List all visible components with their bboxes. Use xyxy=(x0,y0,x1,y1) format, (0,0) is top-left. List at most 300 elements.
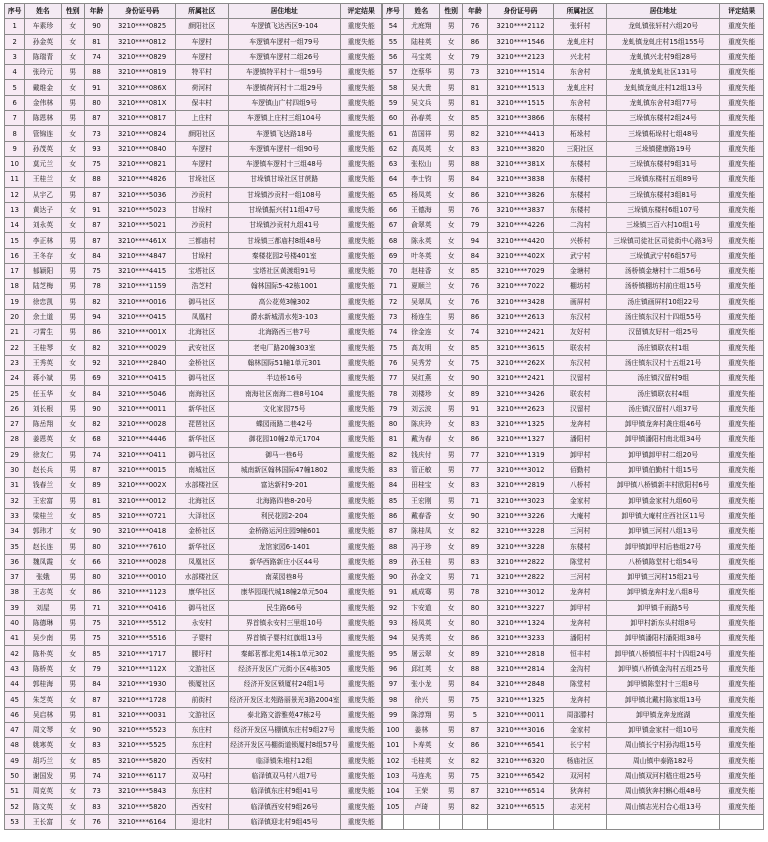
cell-community: 水部楼社区 xyxy=(175,478,228,493)
cell-name: 李正林 xyxy=(25,233,61,248)
cell-id-number: 3210****7022 xyxy=(487,279,554,294)
cell-address: 文化家园75号 xyxy=(228,401,340,416)
cell-id-number: 3210****2421 xyxy=(487,371,554,386)
table-row xyxy=(5,248,764,263)
cell-name: 赵长连 xyxy=(25,539,61,554)
cell-address: 翰林国际51幢1单元301 xyxy=(228,355,340,370)
cell-id-number: 3210****3012 xyxy=(487,462,554,477)
cell-gender: 女 xyxy=(440,615,463,630)
cell-age: 86 xyxy=(463,34,487,49)
cell-age: 85 xyxy=(463,264,487,279)
cell-name: 周文琴 xyxy=(25,722,61,737)
cell-community: 特平村 xyxy=(175,65,228,80)
cell-result: 重度失能 xyxy=(720,294,764,309)
cell-gender: 男 xyxy=(61,631,84,646)
cell-seq: 10 xyxy=(5,156,25,171)
cell-id-number: 3210****5036 xyxy=(109,187,176,202)
cell-result: 重度失能 xyxy=(340,279,381,294)
cell-community: 二沟村 xyxy=(554,218,607,233)
cell-result: 重度失能 xyxy=(720,631,764,646)
cell-id-number: 3210****0010 xyxy=(109,569,176,584)
cell-seq: 71 xyxy=(383,279,403,294)
cell-gender: 女 xyxy=(440,264,463,279)
cell-address: 金桥路运河庄园9幢601 xyxy=(228,524,340,539)
table-row xyxy=(5,493,764,508)
cell-address: 临泽镇双马村八组7号 xyxy=(228,768,340,783)
cell-address: 卸甲镇龙奔村龙八组8号 xyxy=(607,585,720,600)
cell-seq: 37 xyxy=(5,569,25,584)
cell-age: 5 xyxy=(463,707,487,722)
cell-gender: 男 xyxy=(61,569,84,584)
cell-age: 80 xyxy=(84,569,108,584)
cell-address: 三垛镇东楼村3组81号 xyxy=(607,187,720,202)
cell-gender: 男 xyxy=(61,294,84,309)
cell-community: 琵琶社区 xyxy=(175,417,228,432)
cell-id-number: 3210****3016 xyxy=(487,722,554,737)
cell-seq: 69 xyxy=(383,248,403,263)
cell-age: 93 xyxy=(84,141,108,156)
cell-address: 龙虬镇龙虬社区131号 xyxy=(607,65,720,80)
cell-community: 南城社区 xyxy=(175,462,228,477)
cell-gender: 女 xyxy=(440,279,463,294)
cell-name: 杨凤英 xyxy=(403,187,439,202)
cell-result: 重度失能 xyxy=(720,218,764,233)
cell-age: 83 xyxy=(463,554,487,569)
cell-age: 84 xyxy=(463,677,487,692)
cell-age: 80 xyxy=(84,95,108,110)
cell-result: 重度失能 xyxy=(720,248,764,263)
assessment-table xyxy=(4,3,764,830)
cell-result: 重度失能 xyxy=(340,386,381,401)
cell-id-number: 3210****0011 xyxy=(109,401,176,416)
cell-result: 重度失能 xyxy=(720,738,764,753)
cell-id-number: 3210****6117 xyxy=(109,768,176,783)
cell-seq: 66 xyxy=(383,202,403,217)
cell-seq: 38 xyxy=(5,585,25,600)
cell-age: 87 xyxy=(463,784,487,799)
cell-community: 三河村 xyxy=(554,569,607,584)
cell-result: 重度失能 xyxy=(340,141,381,156)
cell-gender: 男 xyxy=(440,202,463,217)
cell-gender: 男 xyxy=(440,554,463,569)
cell-id-number: 3210****0012 xyxy=(109,493,176,508)
cell-id-number: 3210****0840 xyxy=(109,141,176,156)
cell-gender: 女 xyxy=(440,631,463,646)
cell-gender: 女 xyxy=(440,187,463,202)
cell-community: 汉留村 xyxy=(554,371,607,386)
cell-seq: 43 xyxy=(5,661,25,676)
cell-seq: 8 xyxy=(5,126,25,141)
table-row xyxy=(5,447,764,462)
cell-age: 89 xyxy=(84,478,108,493)
cell-community: 腰圩村 xyxy=(175,646,228,661)
table-row xyxy=(5,585,764,600)
cell-age: 91 xyxy=(84,202,108,217)
cell-age: 75 xyxy=(84,615,108,630)
cell-result: 重度失能 xyxy=(340,784,381,799)
cell-age: 71 xyxy=(463,569,487,584)
cell-community: 西安村 xyxy=(175,753,228,768)
cell-community: 文游社区 xyxy=(175,707,228,722)
cell-age: 75 xyxy=(463,768,487,783)
cell-result: 重度失能 xyxy=(340,615,381,630)
cell-gender: 女 xyxy=(61,585,84,600)
cell-community: 八桥村 xyxy=(554,478,607,493)
cell-name: 郁颖阳 xyxy=(25,264,61,279)
table-row xyxy=(5,264,764,279)
cell-community: 御马社区 xyxy=(175,371,228,386)
cell-id-number: 3210****0415 xyxy=(109,309,176,324)
cell-seq: 9 xyxy=(5,141,25,156)
cell-id-number: 3210****0416 xyxy=(109,600,176,615)
cell-gender: 女 xyxy=(61,340,84,355)
cell-id-number: 3210****6320 xyxy=(487,753,554,768)
cell-gender: 男 xyxy=(61,768,84,783)
cell-community: 兴北村 xyxy=(554,49,607,64)
cell-community: 上庄村 xyxy=(175,111,228,126)
cell-address: 车逻镇飞达路18号 xyxy=(228,126,340,141)
cell-gender: 女 xyxy=(61,554,84,569)
table-row xyxy=(5,202,764,217)
cell-age: 77 xyxy=(463,447,487,462)
table-row xyxy=(5,371,764,386)
cell-id-number: 3210****3233 xyxy=(487,631,554,646)
cell-age: 80 xyxy=(463,615,487,630)
cell-age: 81 xyxy=(463,95,487,110)
cell-age: 89 xyxy=(463,386,487,401)
cell-name: 姚寒英 xyxy=(25,738,61,753)
cell-age: 86 xyxy=(84,585,108,600)
cell-seq: 54 xyxy=(383,19,403,34)
table-row xyxy=(5,692,764,707)
cell-address: 卸甲镇伯勤村十组15号 xyxy=(607,462,720,477)
cell-name: 蒋小斌 xyxy=(25,371,61,386)
cell-age: 91 xyxy=(463,401,487,416)
cell-name: 徐兴 xyxy=(403,692,439,707)
cell-address: 周山镇中泰路182号 xyxy=(607,753,720,768)
cell-gender: 女 xyxy=(440,218,463,233)
cell-id-number: 3210****0411 xyxy=(109,447,176,462)
cell-gender: 女 xyxy=(61,508,84,523)
cell-gender: 男 xyxy=(61,447,84,462)
cell-name: 孙金英 xyxy=(25,34,61,49)
table-row xyxy=(5,462,764,477)
cell-seq: 91 xyxy=(383,585,403,600)
cell-name: 刘长根 xyxy=(25,401,61,416)
cell-gender: 男 xyxy=(61,95,84,110)
cell-seq: 34 xyxy=(5,524,25,539)
table-row xyxy=(5,34,764,49)
cell-gender: 女 xyxy=(61,753,84,768)
cell-community: 新华社区 xyxy=(175,539,228,554)
cell-id-number: 3210****2840 xyxy=(109,355,176,370)
cell-id-number: 3210****4847 xyxy=(109,248,176,263)
table-row xyxy=(5,19,764,34)
table-row xyxy=(5,784,764,799)
cell-seq: 101 xyxy=(383,738,403,753)
cell-age: 80 xyxy=(463,600,487,615)
cell-name: 郭玮才 xyxy=(25,524,61,539)
cell-id-number: 3210****2822 xyxy=(487,569,554,584)
cell-age: 66 xyxy=(84,554,108,569)
cell-name: 吴启林 xyxy=(25,707,61,722)
table-row xyxy=(5,80,764,95)
cell-name: 任玉华 xyxy=(25,386,61,401)
cell-age: 69 xyxy=(84,371,108,386)
cell-name: 吴秀英 xyxy=(403,631,439,646)
empty-cell xyxy=(463,814,487,829)
cell-community: 三阳社区 xyxy=(554,141,607,156)
cell-age: 81 xyxy=(463,80,487,95)
cell-id-number: 3210****0825 xyxy=(109,19,176,34)
cell-id-number: 3210****5523 xyxy=(109,722,176,737)
cell-community: 保丰村 xyxy=(175,95,228,110)
cell-id-number: 3210****0817 xyxy=(109,111,176,126)
cell-gender: 男 xyxy=(61,233,84,248)
cell-community: 棚坊村 xyxy=(554,279,607,294)
cell-age: 85 xyxy=(463,111,487,126)
cell-seq: 47 xyxy=(5,722,25,737)
cell-address: 甘垛镇沙贡村一组108号 xyxy=(228,187,340,202)
cell-gender: 女 xyxy=(440,340,463,355)
table-row xyxy=(5,233,764,248)
empty-cell xyxy=(487,814,554,829)
cell-result: 重度失能 xyxy=(720,600,764,615)
cell-gender: 男 xyxy=(440,65,463,80)
cell-gender: 男 xyxy=(440,585,463,600)
cell-address: 卸甲镇潘阳村潘阳组38号 xyxy=(607,631,720,646)
cell-gender: 女 xyxy=(61,172,84,187)
cell-gender: 男 xyxy=(440,462,463,477)
cell-gender: 女 xyxy=(61,202,84,217)
cell-seq: 22 xyxy=(5,340,25,355)
cell-seq: 84 xyxy=(383,478,403,493)
cell-community: 三河村 xyxy=(554,524,607,539)
cell-seq: 16 xyxy=(5,248,25,263)
cell-address: 车逻镇荷河村十二组29号 xyxy=(228,80,340,95)
cell-community: 新华社区 xyxy=(175,432,228,447)
cell-seq: 26 xyxy=(5,401,25,416)
cell-seq: 42 xyxy=(5,646,25,661)
cell-name: 刁霄生 xyxy=(25,325,61,340)
cell-seq: 76 xyxy=(383,355,403,370)
cell-address: 富达新村9-201 xyxy=(228,478,340,493)
cell-id-number: 3210****3228 xyxy=(487,539,554,554)
cell-community: 颜阳社区 xyxy=(175,19,228,34)
cell-gender: 男 xyxy=(440,784,463,799)
cell-name: 马连兆 xyxy=(403,768,439,783)
table-row xyxy=(5,386,764,401)
cell-name: 吴大贵 xyxy=(403,80,439,95)
cell-seq: 39 xyxy=(5,600,25,615)
cell-gender: 女 xyxy=(61,692,84,707)
cell-name: 戚成骞 xyxy=(403,585,439,600)
cell-name: 王冬存 xyxy=(25,248,61,263)
cell-gender: 男 xyxy=(61,401,84,416)
cell-result: 重度失能 xyxy=(720,615,764,630)
cell-seq: 81 xyxy=(383,432,403,447)
cell-seq: 80 xyxy=(383,417,403,432)
cell-id-number: 3210****0824 xyxy=(109,126,176,141)
cell-address: 龙虬镇龙虬庄村12组13号 xyxy=(607,80,720,95)
cell-gender: 男 xyxy=(61,600,84,615)
cell-address: 北海路四巷8-20号 xyxy=(228,493,340,508)
cell-address: 三垛镇东楼村9组31号 xyxy=(607,156,720,171)
cell-age: 83 xyxy=(84,799,108,814)
cell-gender: 女 xyxy=(61,248,84,263)
cell-community: 东楼村 xyxy=(554,111,607,126)
cell-age: 78 xyxy=(84,279,108,294)
cell-seq: 19 xyxy=(5,294,25,309)
cell-gender: 女 xyxy=(440,478,463,493)
cell-seq: 15 xyxy=(5,233,25,248)
cell-id-number: 3210****1717 xyxy=(109,646,176,661)
cell-age: 79 xyxy=(463,49,487,64)
cell-result: 重度失能 xyxy=(720,799,764,814)
cell-name: 余土道 xyxy=(25,309,61,324)
cell-age: 89 xyxy=(463,539,487,554)
column-header-community: 所属社区 xyxy=(175,4,228,19)
cell-community: 金家村 xyxy=(554,722,607,737)
cell-id-number: 3210****3426 xyxy=(487,386,554,401)
cell-address: 甘垛镇沙贡村九组41号 xyxy=(228,218,340,233)
cell-address: 车逻镇车逻村一组90号 xyxy=(228,141,340,156)
cell-name: 张小龙 xyxy=(403,677,439,692)
cell-address: 经济开发区马棚镇东庄村9组27号 xyxy=(228,722,340,737)
cell-name: 管锦连 xyxy=(25,126,61,141)
cell-gender: 男 xyxy=(61,65,84,80)
cell-age: 76 xyxy=(463,279,487,294)
cell-result: 重度失能 xyxy=(340,325,381,340)
cell-name: 黄达子 xyxy=(25,202,61,217)
cell-name: 吴秀芳 xyxy=(403,355,439,370)
cell-gender: 女 xyxy=(440,325,463,340)
cell-community: 凤凰社区 xyxy=(175,554,228,569)
cell-age: 88 xyxy=(463,661,487,676)
cell-age: 75 xyxy=(84,631,108,646)
cell-result: 重度失能 xyxy=(720,401,764,416)
empty-cell xyxy=(383,814,403,829)
cell-seq: 11 xyxy=(5,172,25,187)
table-row xyxy=(5,340,764,355)
cell-community: 潘阳村 xyxy=(554,631,607,646)
cell-id-number: 3210****3820 xyxy=(487,141,554,156)
cell-community: 金塘村 xyxy=(554,264,607,279)
cell-address: 宝塔社区黄渡组91号 xyxy=(228,264,340,279)
cell-address: 泰北路文游雅苑47栋2号 xyxy=(228,707,340,722)
cell-name: 高友明 xyxy=(403,340,439,355)
cell-seq: 32 xyxy=(5,493,25,508)
cell-id-number: 3210****2814 xyxy=(487,661,554,676)
cell-name: 戴春香 xyxy=(403,508,439,523)
document-page xyxy=(4,3,764,830)
cell-name: 王桂兰 xyxy=(25,172,61,187)
cell-age: 87 xyxy=(463,722,487,737)
cell-gender: 男 xyxy=(61,493,84,508)
cell-age: 86 xyxy=(463,432,487,447)
cell-seq: 33 xyxy=(5,508,25,523)
cell-gender: 女 xyxy=(440,248,463,263)
cell-name: 王宏富 xyxy=(25,493,61,508)
cell-id-number: 3210****3227 xyxy=(487,600,554,615)
cell-name: 胡巧兰 xyxy=(25,753,61,768)
table-body xyxy=(5,19,764,830)
cell-address: 周山镇双河村嵇庄组25号 xyxy=(607,768,720,783)
cell-id-number: 3210****3228 xyxy=(487,524,554,539)
empty-cell xyxy=(554,814,607,829)
cell-result: 重度失能 xyxy=(340,355,381,370)
cell-community: 北海社区 xyxy=(175,325,228,340)
cell-result: 重度失能 xyxy=(340,814,381,829)
table-row xyxy=(5,309,764,324)
cell-result: 重度失能 xyxy=(340,462,381,477)
cell-result: 重度失能 xyxy=(720,325,764,340)
cell-gender: 男 xyxy=(440,309,463,324)
cell-gender: 男 xyxy=(440,447,463,462)
cell-name: 刘楼珍 xyxy=(403,386,439,401)
cell-seq: 31 xyxy=(5,478,25,493)
cell-id-number: 3210****2123 xyxy=(487,49,554,64)
cell-community: 陈堂村 xyxy=(554,554,607,569)
cell-address: 车逻镇特平村十一组59号 xyxy=(228,65,340,80)
cell-name: 管正敏 xyxy=(403,462,439,477)
cell-address: 经济开发区广元街小区4栋305 xyxy=(228,661,340,676)
cell-name: 徐金连 xyxy=(403,325,439,340)
cell-age: 81 xyxy=(84,493,108,508)
cell-age: 87 xyxy=(84,111,108,126)
cell-gender: 女 xyxy=(440,371,463,386)
cell-result: 重度失能 xyxy=(720,508,764,523)
cell-gender: 男 xyxy=(440,95,463,110)
cell-age: 82 xyxy=(463,753,487,768)
cell-community: 龙奔村 xyxy=(554,417,607,432)
cell-age: 78 xyxy=(463,585,487,600)
cell-seq: 70 xyxy=(383,264,403,279)
cell-seq: 98 xyxy=(383,692,403,707)
cell-name: 田桂宝 xyxy=(403,478,439,493)
cell-age: 73 xyxy=(463,65,487,80)
cell-name: 戴维金 xyxy=(25,80,61,95)
cell-result: 重度失能 xyxy=(340,264,381,279)
cell-result: 重度失能 xyxy=(720,156,764,171)
cell-community: 东楼村 xyxy=(554,202,607,217)
cell-result: 重度失能 xyxy=(720,141,764,156)
cell-result: 重度失能 xyxy=(340,508,381,523)
cell-name: 王荣 xyxy=(403,784,439,799)
cell-seq: 5 xyxy=(5,80,25,95)
cell-id-number: 3210****3226 xyxy=(487,508,554,523)
cell-gender: 男 xyxy=(61,111,84,126)
cell-name: 王桂琴 xyxy=(25,340,61,355)
cell-result: 重度失能 xyxy=(340,401,381,416)
cell-name: 金伟林 xyxy=(25,95,61,110)
cell-address: 龙虬镇兴北村9组28号 xyxy=(607,49,720,64)
cell-result: 重度失能 xyxy=(340,340,381,355)
table-row xyxy=(5,600,764,615)
cell-gender: 女 xyxy=(440,646,463,661)
cell-id-number: 3210****3428 xyxy=(487,294,554,309)
cell-result: 重度失能 xyxy=(340,65,381,80)
cell-seq: 67 xyxy=(383,218,403,233)
cell-result: 重度失能 xyxy=(720,172,764,187)
cell-id-number: 3210****4415 xyxy=(109,264,176,279)
cell-name: 张玲元 xyxy=(25,65,61,80)
cell-gender: 男 xyxy=(440,401,463,416)
cell-address: 三垛镇三百六村10组1号 xyxy=(607,218,720,233)
cell-name: 杨凤英 xyxy=(403,615,439,630)
cell-age: 75 xyxy=(84,264,108,279)
cell-gender: 男 xyxy=(61,309,84,324)
